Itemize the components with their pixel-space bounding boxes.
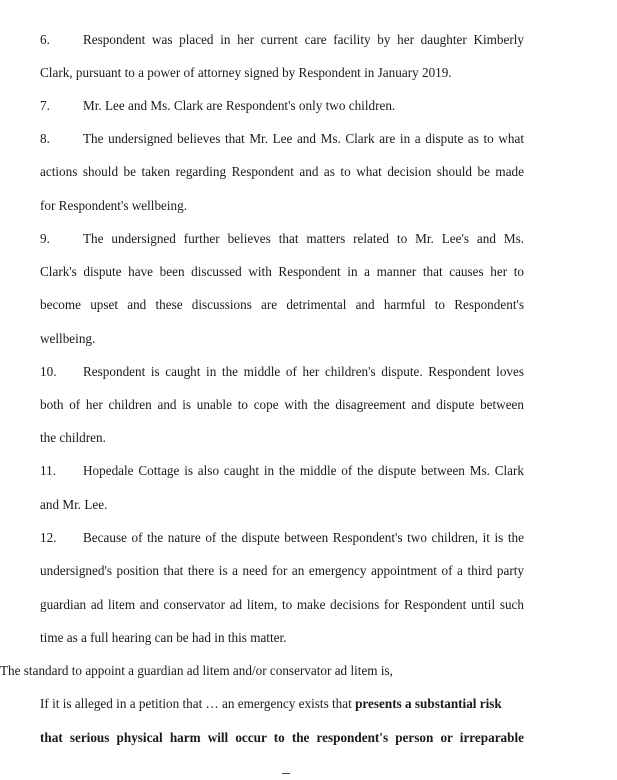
paragraph-11-line-2: and Mr. Lee.: [40, 497, 108, 512]
paragraph-10-line-3: the children.: [40, 430, 106, 445]
paragraph-6-line-2: Clark, pursuant to a power of attorney signed by Respondent in January 2019.: [40, 65, 452, 80]
paragraph-text: Respondent is caught in the middle of her children's dispute. Respondent loves: [83, 364, 524, 379]
paragraph-number: 8.: [40, 131, 50, 146]
paragraph-text: Respondent was placed in her current care facility by her daughter Kimberly: [83, 32, 524, 47]
quote-line-1: [40, 696, 524, 712]
paragraph-7-line-1: [40, 98, 524, 114]
paragraph-12-line-2: undersigned's position that there is a need for an emergency appointment of a third party: [40, 563, 524, 578]
paragraph-9-line-2: Clark's dispute have been discussed with Respondent in a manner that causes her to: [40, 264, 524, 279]
paragraph-number: 6.: [40, 32, 50, 47]
paragraph-10-line-1: [40, 364, 524, 380]
paragraph-text: Mr. Lee and Ms. Clark are Respondent's only two children.: [83, 98, 396, 113]
quote-bold-text: presents a substantial risk: [355, 696, 502, 711]
paragraph-12-line-3: guardian ad litem and conservator ad litem, to make decisions for Respondent until such: [40, 597, 524, 612]
quote-line-2: that serious physical harm will occur to the respondent's person or irreparable: [40, 730, 524, 745]
paragraph-8-line-2: actions should be taken regarding Respondent and as to what decision should be made: [40, 164, 524, 179]
paragraph-number: 12.: [40, 530, 57, 545]
paragraph-8-line-1: [40, 131, 524, 147]
paragraph-6-line-1: [40, 32, 524, 48]
paragraph-number: 10.: [40, 364, 57, 379]
paragraph-text: Hopedale Cottage is also caught in the middle of the dispute between Ms. Clark: [83, 463, 524, 478]
paragraph-number: 9.: [40, 231, 50, 246]
paragraph-12-line-1: [40, 530, 524, 546]
paragraph-number: 11.: [40, 463, 56, 478]
paragraph-11-line-1: [40, 463, 524, 479]
quote-text: If it is alleged in a petition that … an emergency exists that: [40, 696, 356, 711]
paragraph-9-line-1: [40, 231, 524, 247]
standard-intro: The standard to appoint a guardian ad litem and/or conservator ad litem is,: [0, 663, 393, 678]
paragraph-number: 7.: [40, 98, 50, 113]
page-mark: [282, 773, 290, 774]
paragraph-12-line-4: time as a full hearing can be had in this matter.: [40, 630, 287, 645]
paragraph-8-line-3: for Respondent's wellbeing.: [40, 198, 188, 213]
paragraph-10-line-2: both of her children and is unable to cope with the disagreement and dispute between: [40, 397, 524, 412]
paragraph-text: Because of the nature of the dispute between Respondent's two children, it is the: [83, 530, 524, 545]
paragraph-text: The undersigned believes that Mr. Lee and Ms. Clark are in a dispute as to what: [83, 131, 524, 146]
paragraph-9-line-3: become upset and these discussions are detrimental and harmful to Respondent's: [40, 297, 524, 312]
paragraph-9-line-4: wellbeing.: [40, 331, 96, 346]
paragraph-text: The undersigned further believes that matters related to Mr. Lee's and Ms.: [83, 231, 524, 246]
